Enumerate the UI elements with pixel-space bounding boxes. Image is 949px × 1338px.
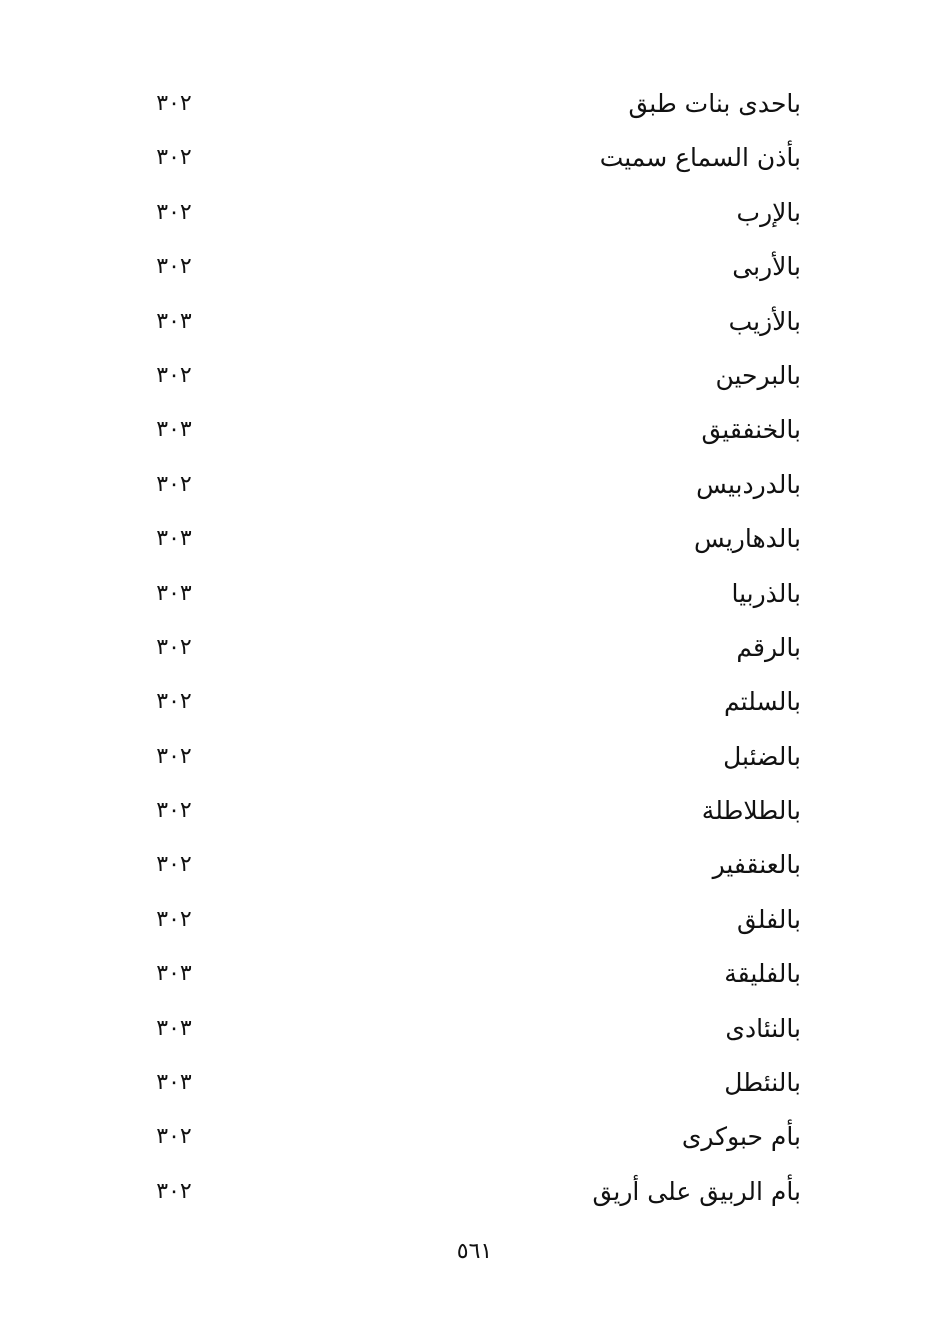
entry-page-ref: ٣٠٣ (156, 417, 192, 443)
page-number: ٥٦١ (456, 1239, 493, 1264)
entry-term: بالنئطل (724, 1068, 801, 1098)
index-entry (0, 621, 949, 675)
entry-term: بالسلتم (724, 687, 801, 717)
index-entry (0, 675, 949, 729)
entry-term: بأذن السماع سميت (599, 143, 801, 173)
entry-term: بالفليقة (724, 959, 801, 989)
entry-page-ref: ٣٠٣ (156, 526, 192, 552)
entry-term: بالإرب (736, 197, 801, 227)
index-entry (0, 131, 949, 185)
entry-page-ref: ٣٠٢ (156, 1124, 192, 1150)
entry-term: بالبرحين (715, 360, 801, 390)
entry-page-ref: ٣٠٢ (156, 906, 192, 932)
index-entry (0, 1165, 949, 1219)
entry-page-ref: ٣٠٢ (156, 1178, 192, 1204)
index-entry (0, 784, 949, 838)
entry-term: بالأزيب (728, 306, 801, 336)
entry-term: باحدى بنات طبق (628, 89, 801, 118)
entry-term: بأم الربيق على أريق (592, 1176, 801, 1206)
index-entry (0, 512, 949, 566)
index-entry (0, 349, 949, 403)
entry-term: بالنئادى (725, 1013, 801, 1043)
index-entry (0, 240, 949, 294)
entry-page-ref: ٣٠٢ (156, 254, 192, 280)
index-entry (0, 1002, 949, 1056)
entry-page-ref: ٣٠٢ (156, 634, 192, 660)
index-entry (0, 186, 949, 240)
index-entry (0, 403, 949, 457)
entry-page-ref: ٣٠٣ (156, 308, 192, 334)
entry-page-ref: ٣٠٢ (156, 689, 192, 715)
entry-term: بالرقم (736, 632, 801, 662)
index-entry (0, 77, 949, 131)
index-entry (0, 730, 949, 784)
index-list (0, 77, 949, 1219)
entry-term: بالدهاريس (693, 524, 801, 554)
entry-term: بالدردبيس (696, 469, 801, 499)
entry-term: بالفلق (737, 904, 801, 934)
entry-term: بالضئبل (723, 741, 801, 771)
entry-page-ref: ٣٠٢ (156, 145, 192, 171)
entry-term: بالأربى (732, 252, 801, 282)
entry-page-ref: ٣٠٢ (156, 798, 192, 824)
entry-term: بالطلاطلة (701, 796, 801, 826)
entry-page-ref: ٣٠٣ (156, 1070, 192, 1096)
index-entry (0, 1056, 949, 1110)
entry-page-ref: ٣٠٢ (156, 199, 192, 225)
entry-term: بالخنفقيق (701, 415, 801, 445)
index-entry (0, 947, 949, 1001)
index-entry (0, 893, 949, 947)
entry-term: بالعنقفير (712, 850, 801, 880)
entry-page-ref: ٣٠٢ (156, 852, 192, 878)
entry-page-ref: ٣٠٢ (156, 471, 192, 497)
index-entry (0, 567, 949, 621)
entry-page-ref: ٣٠٢ (156, 91, 192, 116)
entry-page-ref: ٣٠٣ (156, 961, 192, 987)
index-entry (0, 295, 949, 349)
entry-term: بأم حبوكرى (681, 1122, 801, 1152)
entry-page-ref: ٣٠٢ (156, 362, 192, 388)
entry-term: بالذربيا (731, 578, 801, 608)
entry-page-ref: ٣٠٣ (156, 580, 192, 606)
entry-page-ref: ٣٠٣ (156, 1015, 192, 1041)
index-entry (0, 1110, 949, 1164)
index-entry (0, 458, 949, 512)
index-entry (0, 838, 949, 892)
entry-page-ref: ٣٠٢ (156, 743, 192, 769)
